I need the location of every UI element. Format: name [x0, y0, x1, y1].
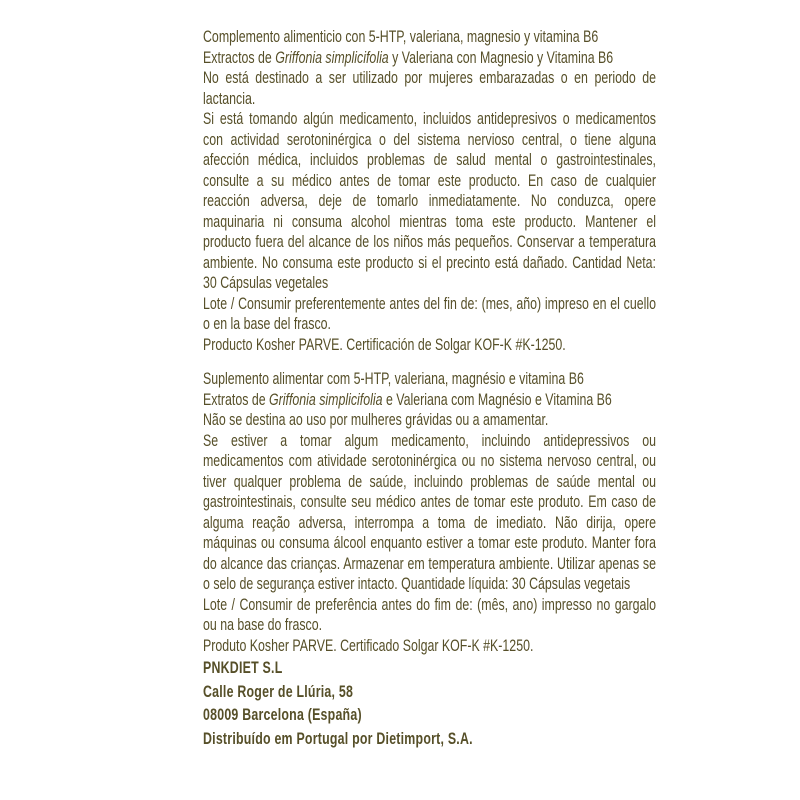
pregnancy-warning-pt: Não se destina ao uso por mulheres grávidas ou a amamentar. — [203, 411, 549, 429]
company-name: PNKDIET S.L — [203, 659, 283, 677]
botanical-name-pt: Griffonia simplicifolia — [269, 390, 383, 409]
kosher-info-pt: Produto Kosher PARVE. Certificado Solgar KOF-K #K-1250. — [203, 636, 534, 655]
pregnancy-warning-es: No está destinado a ser utilizado por mujeres embarazadas o en periodo de lactancia. — [203, 69, 656, 108]
extracts-line-es — [203, 48, 656, 69]
kosher-info-es: Producto Kosher PARVE. Certificación de Solgar KOF-K #K-1250. — [203, 335, 566, 354]
extracts-line-pt — [203, 390, 656, 411]
product-description-es: Complemento alimenticio con 5-HTP, valeriana, magnesio y vitamina B6 — [203, 28, 599, 46]
product-description-pt: Suplemento alimentar com 5-HTP, valeriana, magnésio e vitamina B6 — [203, 370, 584, 388]
distributor-block — [203, 657, 656, 751]
extracts-pre-es: Extractos de — [203, 48, 276, 67]
address-city: 08009 Barcelona (España) — [203, 706, 362, 724]
extracts-post-pt: e Valeriana com Magnésio e Vitamina B6 — [382, 390, 612, 409]
extracts-post-es: y Valeriana con Magnesio y Vitamina B6 — [388, 48, 614, 67]
lot-info-pt: Lote / Consumir de preferência antes do fim de: (mês, ano) impresso no gargalo ou na base do frasco. — [203, 595, 656, 634]
botanical-name-es: Griffonia simplicifolia — [275, 48, 389, 67]
section-spanish — [203, 27, 656, 355]
extracts-pre-pt: Extratos de — [203, 390, 270, 409]
label-text-column — [203, 27, 656, 751]
usage-warning-pt: Se estiver a tomar algum medicamento, incluindo antidepressivos ou medicamentos com atividade serotoninérgica ou no sistema nervoso central, ou tiver qualquer problema de saúde, incluindo problemas de saúde mental ou gastrointestinais, consulte seu médico antes de tomar este produto. Em caso de alguma reação adversa, interrompa a toma de imediato. Não dirija, opere máquinas ou consuma álcool enquanto estiver a tomar este produto. Manter fora do alcance das crianças. Armazenar em temperatura ambiente. Utilizar apenas se o selo de segurança estiver intacto. Quantidade líquida: 30 Cápsulas vegetais — [203, 431, 656, 593]
usage-warning-es: Si está tomando algún medicamento, incluidos antidepresivos o medicamentos con actividad serotoninérgica o del sistema nervioso central, o tiene alguna afección médica, incluidos problemas de salud mental o gastrointestinales, consulte a su médico antes de tomar este producto. En caso de cualquier reacción adversa, deje de tomarlo inmediatamente. No conduzca, opere maquinaria ni consuma alcohol mientras toma este producto. Mantener el producto fuera del alcance de los niños más pequeños. Conservar a temperatura ambiente. No consuma este producto si el precinto está dañado. Cantidad Neta: 30 Cápsulas vegetales — [203, 110, 656, 292]
section-portuguese — [203, 369, 656, 656]
distributor-info: Distribuído em Portugal por Dietimport, S.A. — [203, 729, 473, 748]
address-street: Calle Roger de Llúria, 58 — [203, 682, 354, 701]
lot-info-es: Lote / Consumir preferentemente antes del fin de: (mes, año) impreso en el cuello o en la base del frasco. — [203, 294, 656, 333]
